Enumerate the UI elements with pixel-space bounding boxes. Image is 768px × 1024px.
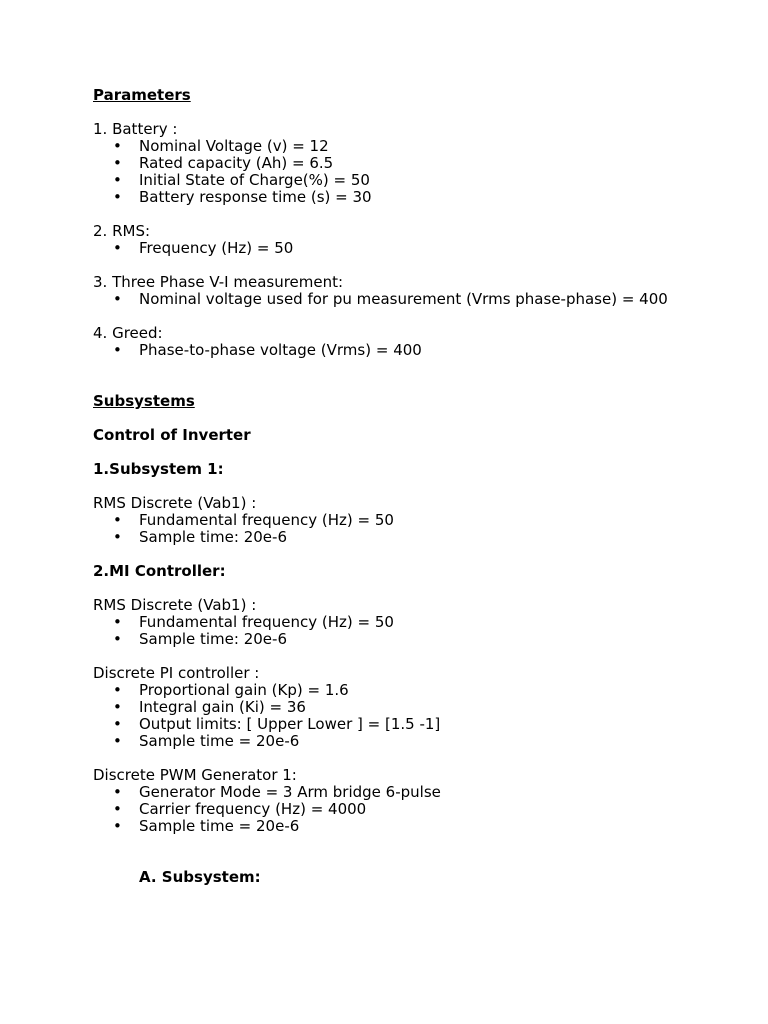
bullet-icon: • xyxy=(113,154,122,172)
bullet-icon: • xyxy=(113,698,122,716)
bullet-icon: • xyxy=(113,715,122,733)
bullet-icon: • xyxy=(113,613,122,631)
list-item: • Output limits: [ Upper Lower ] = [1.5 -1] xyxy=(113,715,441,733)
pi-controller-list xyxy=(93,682,693,750)
bullet-icon: • xyxy=(113,239,122,257)
vi-measurement-list xyxy=(93,291,693,308)
bullet-icon: • xyxy=(113,188,122,206)
subsystems-heading: Subsystems xyxy=(93,392,195,410)
parameters-heading: Parameters xyxy=(93,86,191,104)
rms-discrete-title: RMS Discrete (Vab1) : xyxy=(93,494,257,512)
bullet-icon: • xyxy=(113,528,122,546)
list-item: • Battery response time (s) = 30 xyxy=(113,188,372,206)
subsystem-1-heading: 1.Subsystem 1: xyxy=(93,460,224,478)
list-item: • Carrier frequency (Hz) = 4000 xyxy=(113,800,367,818)
bullet-icon: • xyxy=(113,341,122,359)
list-item: • Sample time = 20e-6 xyxy=(113,732,300,750)
list-item: • Rated capacity (Ah) = 6.5 xyxy=(113,154,334,172)
bullet-icon: • xyxy=(113,290,122,308)
document-page xyxy=(93,87,693,886)
list-item: • Nominal voltage used for pu measurement (Vrms phase-phase) = 400 xyxy=(113,290,668,308)
vi-measurement-title: 3. Three Phase V-I measurement: xyxy=(93,273,344,291)
list-item: • Sample time: 20e-6 xyxy=(113,630,287,648)
mi-rms-discrete-list xyxy=(93,614,693,648)
list-item: • Initial State of Charge(%) = 50 xyxy=(113,171,370,189)
pi-controller-title: Discrete PI controller : xyxy=(93,664,260,682)
list-item: • Sample time = 20e-6 xyxy=(113,817,300,835)
control-of-inverter-heading: Control of Inverter xyxy=(93,426,251,444)
bullet-icon: • xyxy=(113,511,122,529)
bullet-icon: • xyxy=(113,800,122,818)
mi-controller-heading: 2.MI Controller: xyxy=(93,562,226,580)
pwm-generator-title: Discrete PWM Generator 1: xyxy=(93,766,297,784)
battery-list xyxy=(93,138,693,206)
a-subsystem-heading: A. Subsystem: xyxy=(139,868,261,886)
list-item: • Phase-to-phase voltage (Vrms) = 400 xyxy=(113,341,422,359)
list-item: • Sample time: 20e-6 xyxy=(113,528,287,546)
bullet-icon: • xyxy=(113,817,122,835)
rms-discrete-list xyxy=(93,512,693,546)
battery-title: 1. Battery : xyxy=(93,120,178,138)
list-item: • Integral gain (Ki) = 36 xyxy=(113,698,306,716)
greed-title: 4. Greed: xyxy=(93,324,163,342)
list-item: • Fundamental frequency (Hz) = 50 xyxy=(113,613,394,631)
bullet-icon: • xyxy=(113,171,122,189)
bullet-icon: • xyxy=(113,783,122,801)
pwm-generator-list xyxy=(93,784,693,835)
bullet-icon: • xyxy=(113,732,122,750)
list-item: • Nominal Voltage (v) = 12 xyxy=(113,137,329,155)
rms-list xyxy=(93,240,693,257)
bullet-icon: • xyxy=(113,137,122,155)
rms-title: 2. RMS: xyxy=(93,222,151,240)
greed-list xyxy=(93,342,693,359)
bullet-icon: • xyxy=(113,630,122,648)
list-item: • Generator Mode = 3 Arm bridge 6-pulse xyxy=(113,783,441,801)
list-item: • Proportional gain (Kp) = 1.6 xyxy=(113,681,349,699)
list-item: • Frequency (Hz) = 50 xyxy=(113,239,294,257)
mi-rms-discrete-title: RMS Discrete (Vab1) : xyxy=(93,596,257,614)
bullet-icon: • xyxy=(113,681,122,699)
list-item: • Fundamental frequency (Hz) = 50 xyxy=(113,511,394,529)
